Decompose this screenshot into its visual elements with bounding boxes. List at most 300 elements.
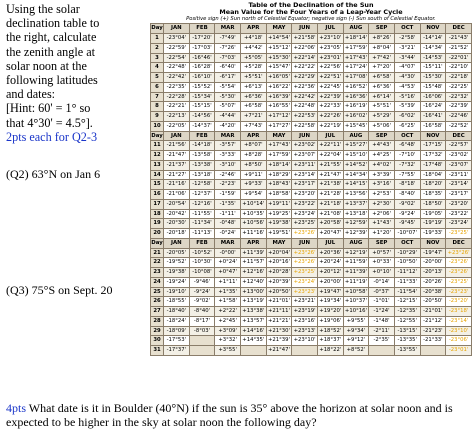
- declination-cell: +22°45': [317, 82, 343, 92]
- declination-cell: +23°25': [292, 268, 318, 278]
- declination-cell: +10°16': [343, 307, 369, 317]
- declination-cell: -3°57': [215, 141, 241, 151]
- declination-cell: +6°36': [240, 92, 266, 102]
- declination-cell: -22°05': [164, 121, 190, 131]
- declination-cell: -3°33': [215, 151, 241, 161]
- declination-cell: -14°34': [420, 43, 446, 53]
- declination-cell: -7°26': [215, 43, 241, 53]
- table-header-cell: SEP: [369, 238, 395, 248]
- table-row: [151, 73, 472, 83]
- declination-cell: -6°02': [394, 112, 420, 122]
- declination-cell: +21°55': [317, 160, 343, 170]
- declination-cell: +11°16': [240, 229, 266, 239]
- declination-cell: -5°30': [215, 92, 241, 102]
- declination-cell: -15°52': [189, 82, 215, 92]
- declination-cell: +11°57': [240, 258, 266, 268]
- declination-cell: +14°52': [343, 160, 369, 170]
- table-row: [151, 112, 472, 122]
- declination-cell: -5°39': [394, 102, 420, 112]
- day-number-cell: 26: [151, 297, 164, 307]
- points-note: 2pts each for Q2-3: [6, 129, 98, 144]
- declination-cell: -5°16': [394, 92, 420, 102]
- table-row: [151, 43, 472, 53]
- table-header-cell: FEB: [189, 238, 215, 248]
- table-header-cell: JUL: [317, 238, 343, 248]
- declination-cell: +23°10': [317, 34, 343, 44]
- table-header-cell: Day: [151, 131, 164, 141]
- declination-cell: -23°01': [446, 346, 472, 356]
- declination-cell: +20°24': [317, 258, 343, 268]
- declination-cell: -23°17': [446, 190, 472, 200]
- declination-cell: -11°12': [394, 268, 420, 278]
- declination-cell: -23°11': [446, 170, 472, 180]
- declination-cell: -4°07': [394, 63, 420, 73]
- declination-cell: -2°46': [215, 170, 241, 180]
- declination-cell: +23°24': [292, 209, 318, 219]
- table-title: Table of the Declination of the Sun: [248, 1, 374, 9]
- instruction-line: that 4°30' = 4.5°].: [6, 115, 93, 130]
- declination-cell: -8°03': [189, 326, 215, 336]
- declination-cell: -2°35': [369, 336, 395, 346]
- table-row: [151, 336, 472, 346]
- declination-cell: -23°07': [446, 160, 472, 170]
- table-row: [151, 248, 472, 258]
- declination-cell: +21°08': [317, 209, 343, 219]
- declination-cell: +5°06': [369, 121, 395, 131]
- declination-cell: -21°47': [164, 151, 190, 161]
- declination-cell: -20°30': [164, 219, 190, 229]
- declination-cell: -23°18': [446, 307, 472, 317]
- declination-cell: +22°14': [292, 53, 318, 63]
- declination-cell: -8°40': [394, 190, 420, 200]
- declination-cell: -14°18': [189, 141, 215, 151]
- declination-cell: +18°22': [317, 346, 343, 356]
- day-number-cell: 5: [151, 73, 164, 83]
- table-header-cell: NOV: [420, 131, 446, 141]
- declination-cell: +18°58': [266, 190, 292, 200]
- table-subtitle: Mean Value for the Four Years of a Leap-Year Cycle: [219, 8, 403, 17]
- table-header-row: [151, 131, 472, 141]
- table-header-cell: NOV: [420, 238, 446, 248]
- declination-cell: -17°53': [164, 336, 190, 346]
- table-row: [151, 102, 472, 112]
- declination-cell: +0°33': [369, 258, 395, 268]
- declination-cell: -14°53': [420, 53, 446, 63]
- declination-cell: +19°51': [266, 229, 292, 239]
- declination-cell: -18°50': [420, 199, 446, 209]
- declination-cell: +8°50': [240, 160, 266, 170]
- table-row: [151, 141, 472, 151]
- declination-cell: -14°56': [189, 112, 215, 122]
- declination-cell: -11°55': [189, 209, 215, 219]
- table-body: [151, 34, 472, 356]
- table-row: [151, 219, 472, 229]
- day-number-cell: 2: [151, 43, 164, 53]
- declination-cell: +10°58': [343, 287, 369, 297]
- declination-cell: +20°12': [317, 268, 343, 278]
- declination-cell: -12°55': [394, 316, 420, 326]
- table-header-cell: OCT: [394, 131, 420, 141]
- declination-table: [150, 23, 472, 356]
- declination-cell: +3°32': [215, 336, 241, 346]
- declination-cell: -16°41': [420, 112, 446, 122]
- declination-cell: +2°22': [215, 307, 241, 317]
- declination-cell: +7°20': [369, 63, 395, 73]
- declination-cell: +3°16': [369, 180, 395, 190]
- declination-cell: -22°18': [446, 73, 472, 83]
- declination-cell: -7°32': [394, 160, 420, 170]
- day-number-cell: 29: [151, 326, 164, 336]
- day-number-cell: 6: [151, 82, 164, 92]
- declination-cell: +0°10': [369, 268, 395, 278]
- declination-cell: -15°11': [420, 63, 446, 73]
- instruction-line: the zenith angle at: [6, 44, 95, 59]
- table-header-cell: MAR: [215, 24, 241, 34]
- table-row: [151, 326, 472, 336]
- declination-cell: +18°43': [266, 180, 292, 190]
- declination-cell: +1°11': [215, 277, 241, 287]
- day-number-cell: 24: [151, 277, 164, 287]
- declination-cell: -1°59': [215, 190, 241, 200]
- declination-cell: +10°56': [240, 219, 266, 229]
- declination-cell: +10°37': [343, 297, 369, 307]
- declination-cell: +23°26': [292, 258, 318, 268]
- table-header-cell: AUG: [343, 24, 369, 34]
- declination-cell: +20°16': [266, 258, 292, 268]
- declination-cell: +8°04': [369, 43, 395, 53]
- table-row: [151, 92, 472, 102]
- declination-cell: +14°16': [240, 326, 266, 336]
- declination-cell: -20°18': [164, 229, 190, 239]
- declination-cell: +22°19': [317, 121, 343, 131]
- day-number-cell: 31: [151, 346, 164, 356]
- day-number-cell: 23: [151, 268, 164, 278]
- declination-cell: +18°14': [266, 160, 292, 170]
- instruction-line: the right, calculate: [6, 30, 97, 45]
- day-number-cell: 11: [151, 141, 164, 151]
- declination-cell: +23°02': [292, 141, 318, 151]
- table-row: [151, 287, 472, 297]
- declination-cell: +12°19': [343, 248, 369, 258]
- table-row: [151, 258, 472, 268]
- declination-cell: +20°28': [266, 268, 292, 278]
- declination-cell: -17°15': [420, 141, 446, 151]
- declination-cell: -23°02': [446, 151, 472, 161]
- declination-cell: -15°30': [420, 73, 446, 83]
- declination-cell: -0°48': [215, 219, 241, 229]
- declination-cell: +23°25': [292, 219, 318, 229]
- declination-cell: +23°01': [317, 53, 343, 63]
- declination-cell: -0°24': [215, 229, 241, 239]
- table-row: [151, 316, 472, 326]
- day-number-cell: 18: [151, 209, 164, 219]
- instruction-line: solar noon at the: [6, 58, 87, 73]
- declination-cell: +17°24': [343, 63, 369, 73]
- declination-cell: -16°46': [189, 53, 215, 63]
- declination-cell: +11°39': [343, 268, 369, 278]
- declination-cell: -22°25': [446, 82, 472, 92]
- declination-cell: +22°36': [292, 82, 318, 92]
- declination-cell: -19°24': [164, 277, 190, 287]
- declination-cell: -2°23': [215, 180, 241, 190]
- declination-cell: -23°25': [446, 229, 472, 239]
- declination-cell: +19°38': [266, 219, 292, 229]
- declination-cell: +16°05': [266, 73, 292, 83]
- declination-cell: +0°57': [369, 248, 395, 258]
- declination-cell: +17°12': [266, 112, 292, 122]
- declination-cell: +9°11': [240, 170, 266, 180]
- declination-cell: [292, 346, 318, 356]
- declination-cell: +14°34': [343, 170, 369, 180]
- declination-cell: -1°24': [369, 307, 395, 317]
- table-header-cell: JUL: [317, 24, 343, 34]
- declination-cell: -23°10': [446, 326, 472, 336]
- declination-cell: +1°20': [369, 229, 395, 239]
- declination-cell: +11°59': [343, 258, 369, 268]
- declination-cell: -4°20': [215, 121, 241, 131]
- declination-cell: +9°33': [240, 180, 266, 190]
- table-row: [151, 307, 472, 317]
- declination-cell: +8°28': [240, 151, 266, 161]
- table-header-cell: JUN: [292, 238, 318, 248]
- declination-cell: -19°05': [420, 209, 446, 219]
- table-header-cell: SEP: [369, 24, 395, 34]
- declination-cell: -21°01': [420, 307, 446, 317]
- instruction-line: declination table to: [6, 16, 100, 31]
- declination-cell: +7°42': [369, 53, 395, 63]
- declination-cell: -16°24': [420, 102, 446, 112]
- declination-cell: +20°58': [317, 219, 343, 229]
- declination-cell: -16°28': [189, 63, 215, 73]
- declination-cell: [369, 346, 395, 356]
- declination-cell: -13°55': [394, 346, 420, 356]
- declination-cell: -7°49': [215, 34, 241, 44]
- declination-cell: -18°04': [420, 170, 446, 180]
- declination-cell: +21°47': [317, 170, 343, 180]
- declination-cell: -0°00': [215, 248, 241, 258]
- declination-cell: -15°48': [420, 82, 446, 92]
- declination-cell: +17°59': [266, 151, 292, 161]
- declination-cell: +23°24': [292, 277, 318, 287]
- declination-cell: +13°19': [240, 297, 266, 307]
- declination-cell: -22°52': [446, 121, 472, 131]
- table-header-cell: AUG: [343, 238, 369, 248]
- table-row: [151, 170, 472, 180]
- declination-cell: +11°39': [240, 248, 266, 258]
- declination-cell: +22°26': [317, 112, 343, 122]
- declination-cell: -22°21': [164, 102, 190, 112]
- declination-cell: -18°09': [164, 326, 190, 336]
- declination-cell: +13°57': [240, 316, 266, 326]
- declination-cell: -1°48': [369, 316, 395, 326]
- declination-cell: +5°51': [369, 102, 395, 112]
- declination-cell: +23°20': [292, 190, 318, 200]
- declination-cell: -20°00': [420, 258, 446, 268]
- table-header-cell: MAY: [266, 24, 292, 34]
- table-header-cell: AUG: [343, 131, 369, 141]
- declination-cell: -8°18': [394, 180, 420, 190]
- declination-cell: +7°21': [240, 112, 266, 122]
- declination-cell: +16°22': [266, 82, 292, 92]
- declination-cell: -7°10': [394, 151, 420, 161]
- declination-cell: -10°30': [189, 258, 215, 268]
- declination-cell: -19°10': [164, 287, 190, 297]
- declination-cell: +22°39': [317, 92, 343, 102]
- declination-cell: +14°15': [343, 180, 369, 190]
- declination-cell: -22°42': [164, 73, 190, 83]
- table-header-cell: Day: [151, 238, 164, 248]
- declination-cell: +19°47': [317, 287, 343, 297]
- declination-cell: -18°55': [164, 297, 190, 307]
- instruction-line: [Hint: 60' = 1° so: [6, 101, 91, 116]
- declination-cell: -21°12': [420, 316, 446, 326]
- declination-cell: +19°34': [317, 297, 343, 307]
- declination-cell: +15°12': [266, 43, 292, 53]
- instruction-line: and dates:: [6, 87, 56, 102]
- declination-cell: -16°58': [420, 121, 446, 131]
- table-header-row: [151, 24, 472, 34]
- declination-cell: -22°48': [164, 63, 190, 73]
- declination-cell: -13°35': [394, 336, 420, 346]
- declination-cell: +16°36': [343, 92, 369, 102]
- declination-cell: -11°33': [394, 277, 420, 287]
- declination-cell: +15°45': [343, 121, 369, 131]
- declination-cell: +21°38': [317, 180, 343, 190]
- table-header-cell: JUN: [292, 24, 318, 34]
- declination-cell: +2°06': [369, 209, 395, 219]
- declination-cell: -12°58': [189, 180, 215, 190]
- declination-cell: -9°02': [189, 297, 215, 307]
- declination-cell: [240, 346, 266, 356]
- declination-cell: +20°04': [266, 248, 292, 258]
- day-number-cell: 22: [151, 258, 164, 268]
- declination-cell: -16°10': [189, 73, 215, 83]
- table-header-cell: JAN: [164, 131, 190, 141]
- table-header-cell: MAY: [266, 238, 292, 248]
- declination-cell: +22°06': [292, 43, 318, 53]
- declination-cell: -23°20': [446, 297, 472, 307]
- declination-cell: +13°37': [343, 199, 369, 209]
- table-row: [151, 190, 472, 200]
- question-2: (Q2) 63°N on Jan 6: [6, 167, 101, 181]
- declination-cell: -12°15': [394, 297, 420, 307]
- day-number-cell: 10: [151, 121, 164, 131]
- declination-cell: +4°25': [369, 151, 395, 161]
- declination-cell: +12°59': [343, 219, 369, 229]
- table-header-cell: APR: [240, 131, 266, 141]
- day-number-cell: 21: [151, 248, 164, 258]
- declination-cell: -12°35': [394, 307, 420, 317]
- table-row: [151, 199, 472, 209]
- declination-cell: +17°43': [266, 141, 292, 151]
- question-3: (Q3) 75°S on Sept. 20: [6, 283, 113, 297]
- declination-cell: -22°59': [164, 43, 190, 53]
- declination-cell: +21°18': [317, 199, 343, 209]
- declination-cell: -21°56': [164, 141, 190, 151]
- declination-cell: +4°43': [369, 141, 395, 151]
- declination-cell: +23°17': [292, 180, 318, 190]
- declination-cell: -21°43': [446, 34, 472, 44]
- declination-cell: +15°27': [343, 141, 369, 151]
- declination-cell: +2°45': [215, 316, 241, 326]
- declination-cell: -20°38': [420, 287, 446, 297]
- declination-cell: +23°26': [292, 229, 318, 239]
- declination-cell: +12°16': [240, 268, 266, 278]
- declination-cell: +23°10': [292, 336, 318, 346]
- declination-cell: -7°55': [394, 170, 420, 180]
- declination-cell: -9°46': [189, 277, 215, 287]
- table-header-cell: OCT: [394, 238, 420, 248]
- declination-cell: +23°13': [292, 326, 318, 336]
- declination-cell: +23°14': [292, 170, 318, 180]
- declination-cell: +11°19': [343, 277, 369, 287]
- declination-cell: +2°53': [369, 190, 395, 200]
- table-header-cell: JAN: [164, 238, 190, 248]
- table-row: [151, 268, 472, 278]
- declination-cell: +5°51': [240, 73, 266, 83]
- declination-cell: +6°36': [369, 82, 395, 92]
- declination-cell: +19°25': [266, 209, 292, 219]
- declination-cell: +5°29': [369, 112, 395, 122]
- declination-cell: -10°08': [189, 268, 215, 278]
- declination-cell: -17°03': [189, 43, 215, 53]
- declination-cell: +16°52': [343, 82, 369, 92]
- declination-cell: [189, 336, 215, 346]
- declination-cell: +3°55': [215, 346, 241, 356]
- declination-cell: -9°02': [394, 199, 420, 209]
- declination-cell: -6°25': [394, 121, 420, 131]
- table-row: [151, 160, 472, 170]
- declination-cell: +6°14': [369, 92, 395, 102]
- declination-cell: +13°56': [343, 190, 369, 200]
- day-number-cell: 14: [151, 170, 164, 180]
- declination-cell: +21°21': [266, 316, 292, 326]
- declination-cell: -23°22': [446, 209, 472, 219]
- day-number-cell: 9: [151, 112, 164, 122]
- declination-cell: +18°29': [266, 170, 292, 180]
- day-number-cell: 13: [151, 160, 164, 170]
- declination-cell: -20°42': [164, 209, 190, 219]
- declination-cell: -16°06': [420, 92, 446, 102]
- declination-cell: -0°14': [369, 277, 395, 287]
- table-header-cell: JAN: [164, 24, 190, 34]
- declination-cell: +6°58': [240, 102, 266, 112]
- table-header-cell: DEC: [446, 131, 472, 141]
- declination-cell: -6°48': [394, 141, 420, 151]
- table-row: [151, 34, 472, 44]
- declination-cell: +1°35': [215, 287, 241, 297]
- declination-cell: +4°02': [369, 160, 395, 170]
- table-header-cell: NOV: [420, 24, 446, 34]
- declination-cell: -12°16': [189, 199, 215, 209]
- declination-cell: -1°11': [215, 209, 241, 219]
- declination-cell: -23°20': [446, 199, 472, 209]
- declination-cell: -8°40': [189, 307, 215, 317]
- declination-cell: -9°24': [394, 209, 420, 219]
- declination-cell: +8°07': [240, 141, 266, 151]
- declination-cell: +4°42': [240, 43, 266, 53]
- declination-cell: [420, 346, 446, 356]
- declination-cell: -4°53': [394, 82, 420, 92]
- declination-cell: -17°37': [164, 346, 190, 356]
- declination-cell: -6°40': [215, 63, 241, 73]
- declination-cell: -21°33': [420, 336, 446, 346]
- declination-cell: +22°22': [292, 63, 318, 73]
- declination-cell: +22°42': [292, 92, 318, 102]
- declination-cell: -23°24': [446, 219, 472, 229]
- declination-cell: +21°30': [266, 326, 292, 336]
- table-header-cell: SEP: [369, 131, 395, 141]
